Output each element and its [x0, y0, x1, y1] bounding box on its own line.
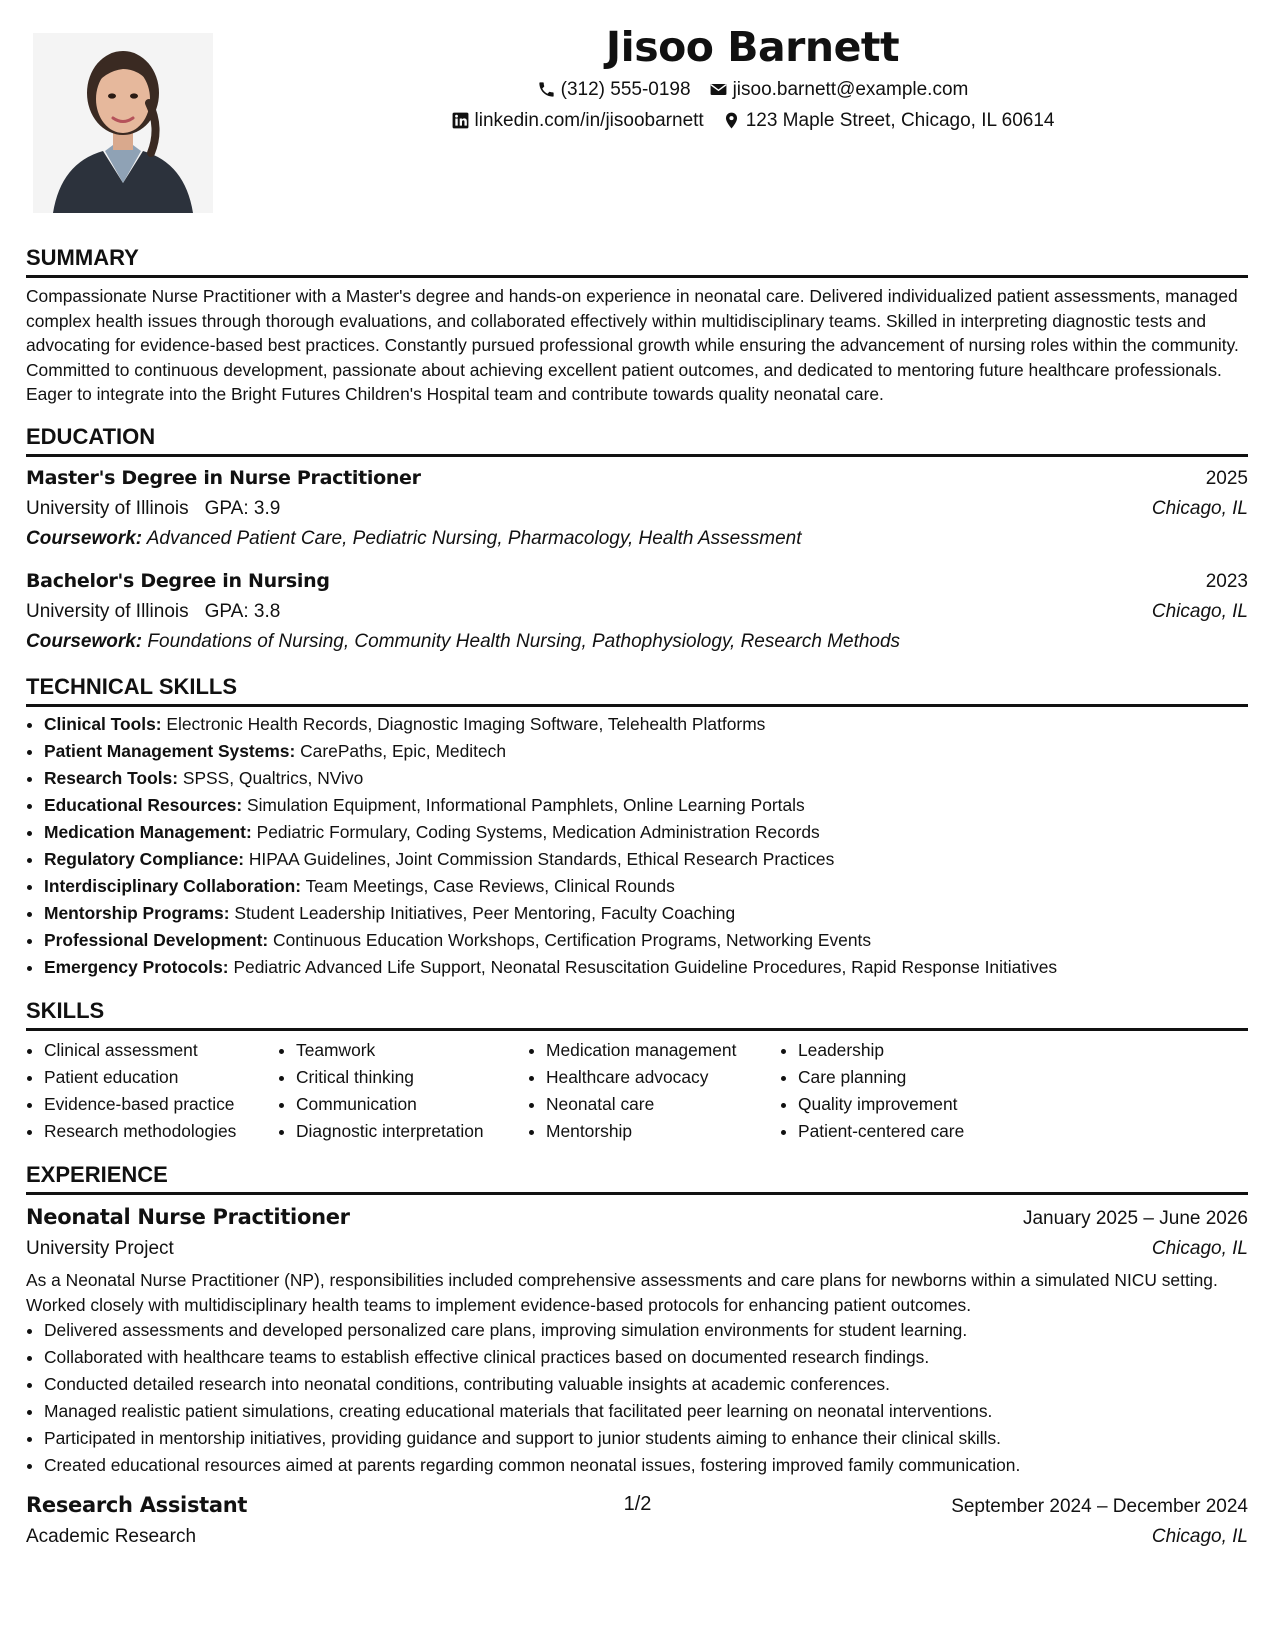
linkedin-icon: [451, 111, 470, 130]
list-item: [44, 873, 1248, 900]
job-location: Chicago, IL: [1151, 1526, 1248, 1548]
list-item: • Diagnostic interpretation: [296, 1118, 528, 1145]
skill-values: SPSS, Qualtrics, NVivo: [182, 767, 364, 788]
list-item: • Critical thinking: [296, 1064, 528, 1091]
phone-contact: [537, 74, 691, 105]
job-location: Chicago, IL: [1151, 1237, 1248, 1259]
list-item: [44, 927, 1248, 954]
list-item: • Mentorship: [546, 1118, 780, 1145]
contact-row-1: [230, 74, 1275, 105]
school-line: [26, 494, 280, 524]
skills-column: [278, 1037, 528, 1145]
list-item: • Created educational resources aimed at parents regarding common neonatal issues, fostering improved family communication.: [44, 1452, 1248, 1479]
job-bullets: [26, 1317, 1248, 1479]
job-description: As a Neonatal Nurse Practitioner (NP), responsibilities included comprehensive assessments and care plans for newborns within a simulated NICU setting. Worked closely with multidisciplinary health teams to implement evidence-based protocols for enhancing patient outcomes.: [26, 1269, 1218, 1315]
skill-values: Team Meetings, Case Reviews, Clinical Rounds: [305, 875, 675, 896]
list-item: • Communication: [296, 1091, 528, 1118]
list-item: • Conducted detailed research into neonatal conditions, contributing valuable insights at academic conferences.: [44, 1371, 1248, 1398]
contact-row-2: [230, 105, 1275, 136]
school-name: University of Illinois: [26, 497, 189, 519]
list-item: • Delivered assessments and developed personalized care plans, improving simulation environments for student learning.: [44, 1317, 1248, 1344]
skills-heading: SKILLS: [26, 997, 1248, 1031]
list-item: [44, 846, 1248, 873]
list-item: [44, 765, 1248, 792]
degree-year: 2025: [1205, 467, 1248, 489]
list-item: [44, 819, 1248, 846]
list-item: • Medication management: [546, 1037, 780, 1064]
job-title: Research Assistant: [26, 1493, 248, 1518]
degree-year: 2023: [1205, 570, 1248, 592]
skill-category: Clinical Tools:: [44, 713, 162, 734]
list-item: • Patient-centered care: [798, 1118, 1028, 1145]
gpa: GPA: 3.9: [204, 497, 281, 519]
list-item: • Teamwork: [296, 1037, 528, 1064]
organization: University Project: [26, 1237, 174, 1259]
skill-values: Electronic Health Records, Diagnostic Imaging Software, Telehealth Platforms: [166, 713, 766, 734]
list-item: • Evidence-based practice: [44, 1091, 278, 1118]
school-location: Chicago, IL: [1151, 497, 1248, 519]
coursework-list: Advanced Patient Care, Pediatric Nursing, Pharmacology, Health Assessment: [146, 527, 802, 549]
skill-category: Mentorship Programs:: [44, 902, 230, 923]
coursework-line: [26, 524, 1248, 554]
page-number: 1/2: [623, 1493, 652, 1515]
education-entry: [26, 463, 1248, 554]
skill-values: Pediatric Advanced Life Support, Neonatal Resuscitation Guideline Procedures, Rapid Response Initiatives: [233, 956, 1058, 977]
address-contact: [722, 105, 1055, 136]
list-item: • Care planning: [798, 1064, 1028, 1091]
list-item: • Leadership: [798, 1037, 1028, 1064]
job-dates: September 2024 – December 2024: [951, 1496, 1248, 1518]
email-link[interactable]: jisoo.barnett@example.com: [732, 79, 969, 100]
list-item: • Quality improvement: [798, 1091, 1028, 1118]
summary-heading: SUMMARY: [26, 244, 1248, 278]
linkedin-contact[interactable]: [451, 105, 704, 136]
list-item: • Patient education: [44, 1064, 278, 1091]
list-item: • Participated in mentorship initiatives, providing guidance and support to junior students aiming to enhance their clinical skills.: [44, 1425, 1248, 1452]
technical-skills-section: [26, 673, 1248, 981]
skill-category: Interdisciplinary Collaboration:: [44, 875, 302, 896]
education-entry: [26, 566, 1248, 657]
coursework-label: Coursework:: [26, 630, 143, 652]
list-item: [44, 792, 1248, 819]
school-name: University of Illinois: [26, 600, 189, 622]
skills-grid: [26, 1037, 1248, 1145]
degree-title: Master's Degree in Nurse Practitioner: [26, 466, 421, 489]
email-contact[interactable]: [709, 74, 969, 105]
list-item: [44, 900, 1248, 927]
summary-text: Compassionate Nurse Practitioner with a Master's degree and hands-on experience in neonatal care. Delivered individualized patient assessments, managed complex health issues through thorough evaluations, and collaborated effectively within multidisciplinary teams. Skilled in interpreting diagnostic tests and advocating for evidence-based best practices. Constantly pursued professional growth while ensuring the advancement of nursing roles within the community. Committed to continuous development, passionate about achieving excellent patient outcomes, and dedicated to mentoring future healthcare professionals. Eager to integrate into the Bright Futures Children's Hospital team and contribute towards quality neonatal care.: [26, 286, 1239, 405]
skill-values: Continuous Education Workshops, Certification Programs, Networking Events: [273, 929, 872, 950]
list-item: • Collaborated with healthcare teams to establish effective clinical practices based on documented research findings.: [44, 1344, 1248, 1371]
skill-values: CarePaths, Epic, Meditech: [300, 740, 507, 761]
education-heading: EDUCATION: [26, 423, 1248, 457]
skills-column: [780, 1037, 1028, 1145]
list-item: • Neonatal care: [546, 1091, 780, 1118]
education-section: [26, 423, 1248, 657]
technical-skills-heading: TECHNICAL SKILLS: [26, 673, 1248, 707]
skills-section: [26, 997, 1248, 1145]
skill-category: Professional Development:: [44, 929, 269, 950]
skill-category: Emergency Protocols:: [44, 956, 229, 977]
skill-category: Patient Management Systems:: [44, 740, 296, 761]
skills-column: [26, 1037, 278, 1145]
school-location: Chicago, IL: [1151, 600, 1248, 622]
skill-category: Research Tools:: [44, 767, 179, 788]
map-pin-icon: [722, 111, 741, 130]
degree-title: Bachelor's Degree in Nursing: [26, 569, 330, 592]
experience-entry: [26, 1201, 1248, 1479]
skill-values: Simulation Equipment, Informational Pamphlets, Online Learning Portals: [246, 794, 805, 815]
experience-heading: EXPERIENCE: [26, 1161, 1248, 1195]
list-item: [44, 954, 1248, 981]
envelope-icon: [709, 80, 728, 99]
gpa: GPA: 3.8: [204, 600, 281, 622]
technical-skills-list: [26, 711, 1248, 981]
person-photo-icon: [33, 33, 213, 213]
resume-body: [26, 244, 1248, 1552]
list-item: • Research methodologies: [44, 1118, 278, 1145]
skill-values: Pediatric Formulary, Coding Systems, Medication Administration Records: [256, 821, 820, 842]
skill-category: Medication Management:: [44, 821, 252, 842]
list-item: • Clinical assessment: [44, 1037, 278, 1064]
linkedin-link[interactable]: linkedin.com/in/jisoobarnett: [474, 110, 704, 131]
profile-photo: [33, 33, 213, 213]
list-item: • Managed realistic patient simulations, creating educational materials that facilitated peer learning on neonatal interventions.: [44, 1398, 1248, 1425]
list-item: • Healthcare advocacy: [546, 1064, 780, 1091]
list-item: [44, 711, 1248, 738]
skill-values: Student Leadership Initiatives, Peer Mentoring, Faculty Coaching: [234, 902, 736, 923]
coursework-list: Foundations of Nursing, Community Health Nursing, Pathophysiology, Research Methods: [147, 630, 901, 652]
resume-header: [230, 20, 1275, 136]
coursework-line: [26, 627, 1248, 657]
coursework-label: Coursework:: [26, 527, 143, 549]
summary-section: [26, 244, 1248, 407]
job-dates: January 2025 – June 2026: [1022, 1207, 1248, 1229]
organization: Academic Research: [26, 1526, 197, 1548]
skill-category: Regulatory Compliance:: [44, 848, 245, 869]
address-text: 123 Maple Street, Chicago, IL 60614: [745, 110, 1055, 131]
skills-column: [528, 1037, 780, 1145]
skill-category: Educational Resources:: [44, 794, 243, 815]
job-title: Neonatal Nurse Practitioner: [26, 1204, 350, 1229]
phone-text: (312) 555-0198: [560, 79, 691, 100]
school-line: [26, 597, 280, 627]
phone-icon: [537, 80, 556, 99]
skill-values: HIPAA Guidelines, Joint Commission Standards, Ethical Research Practices: [248, 848, 835, 869]
candidate-name: Jisoo Barnett: [605, 23, 900, 71]
list-item: [44, 738, 1248, 765]
